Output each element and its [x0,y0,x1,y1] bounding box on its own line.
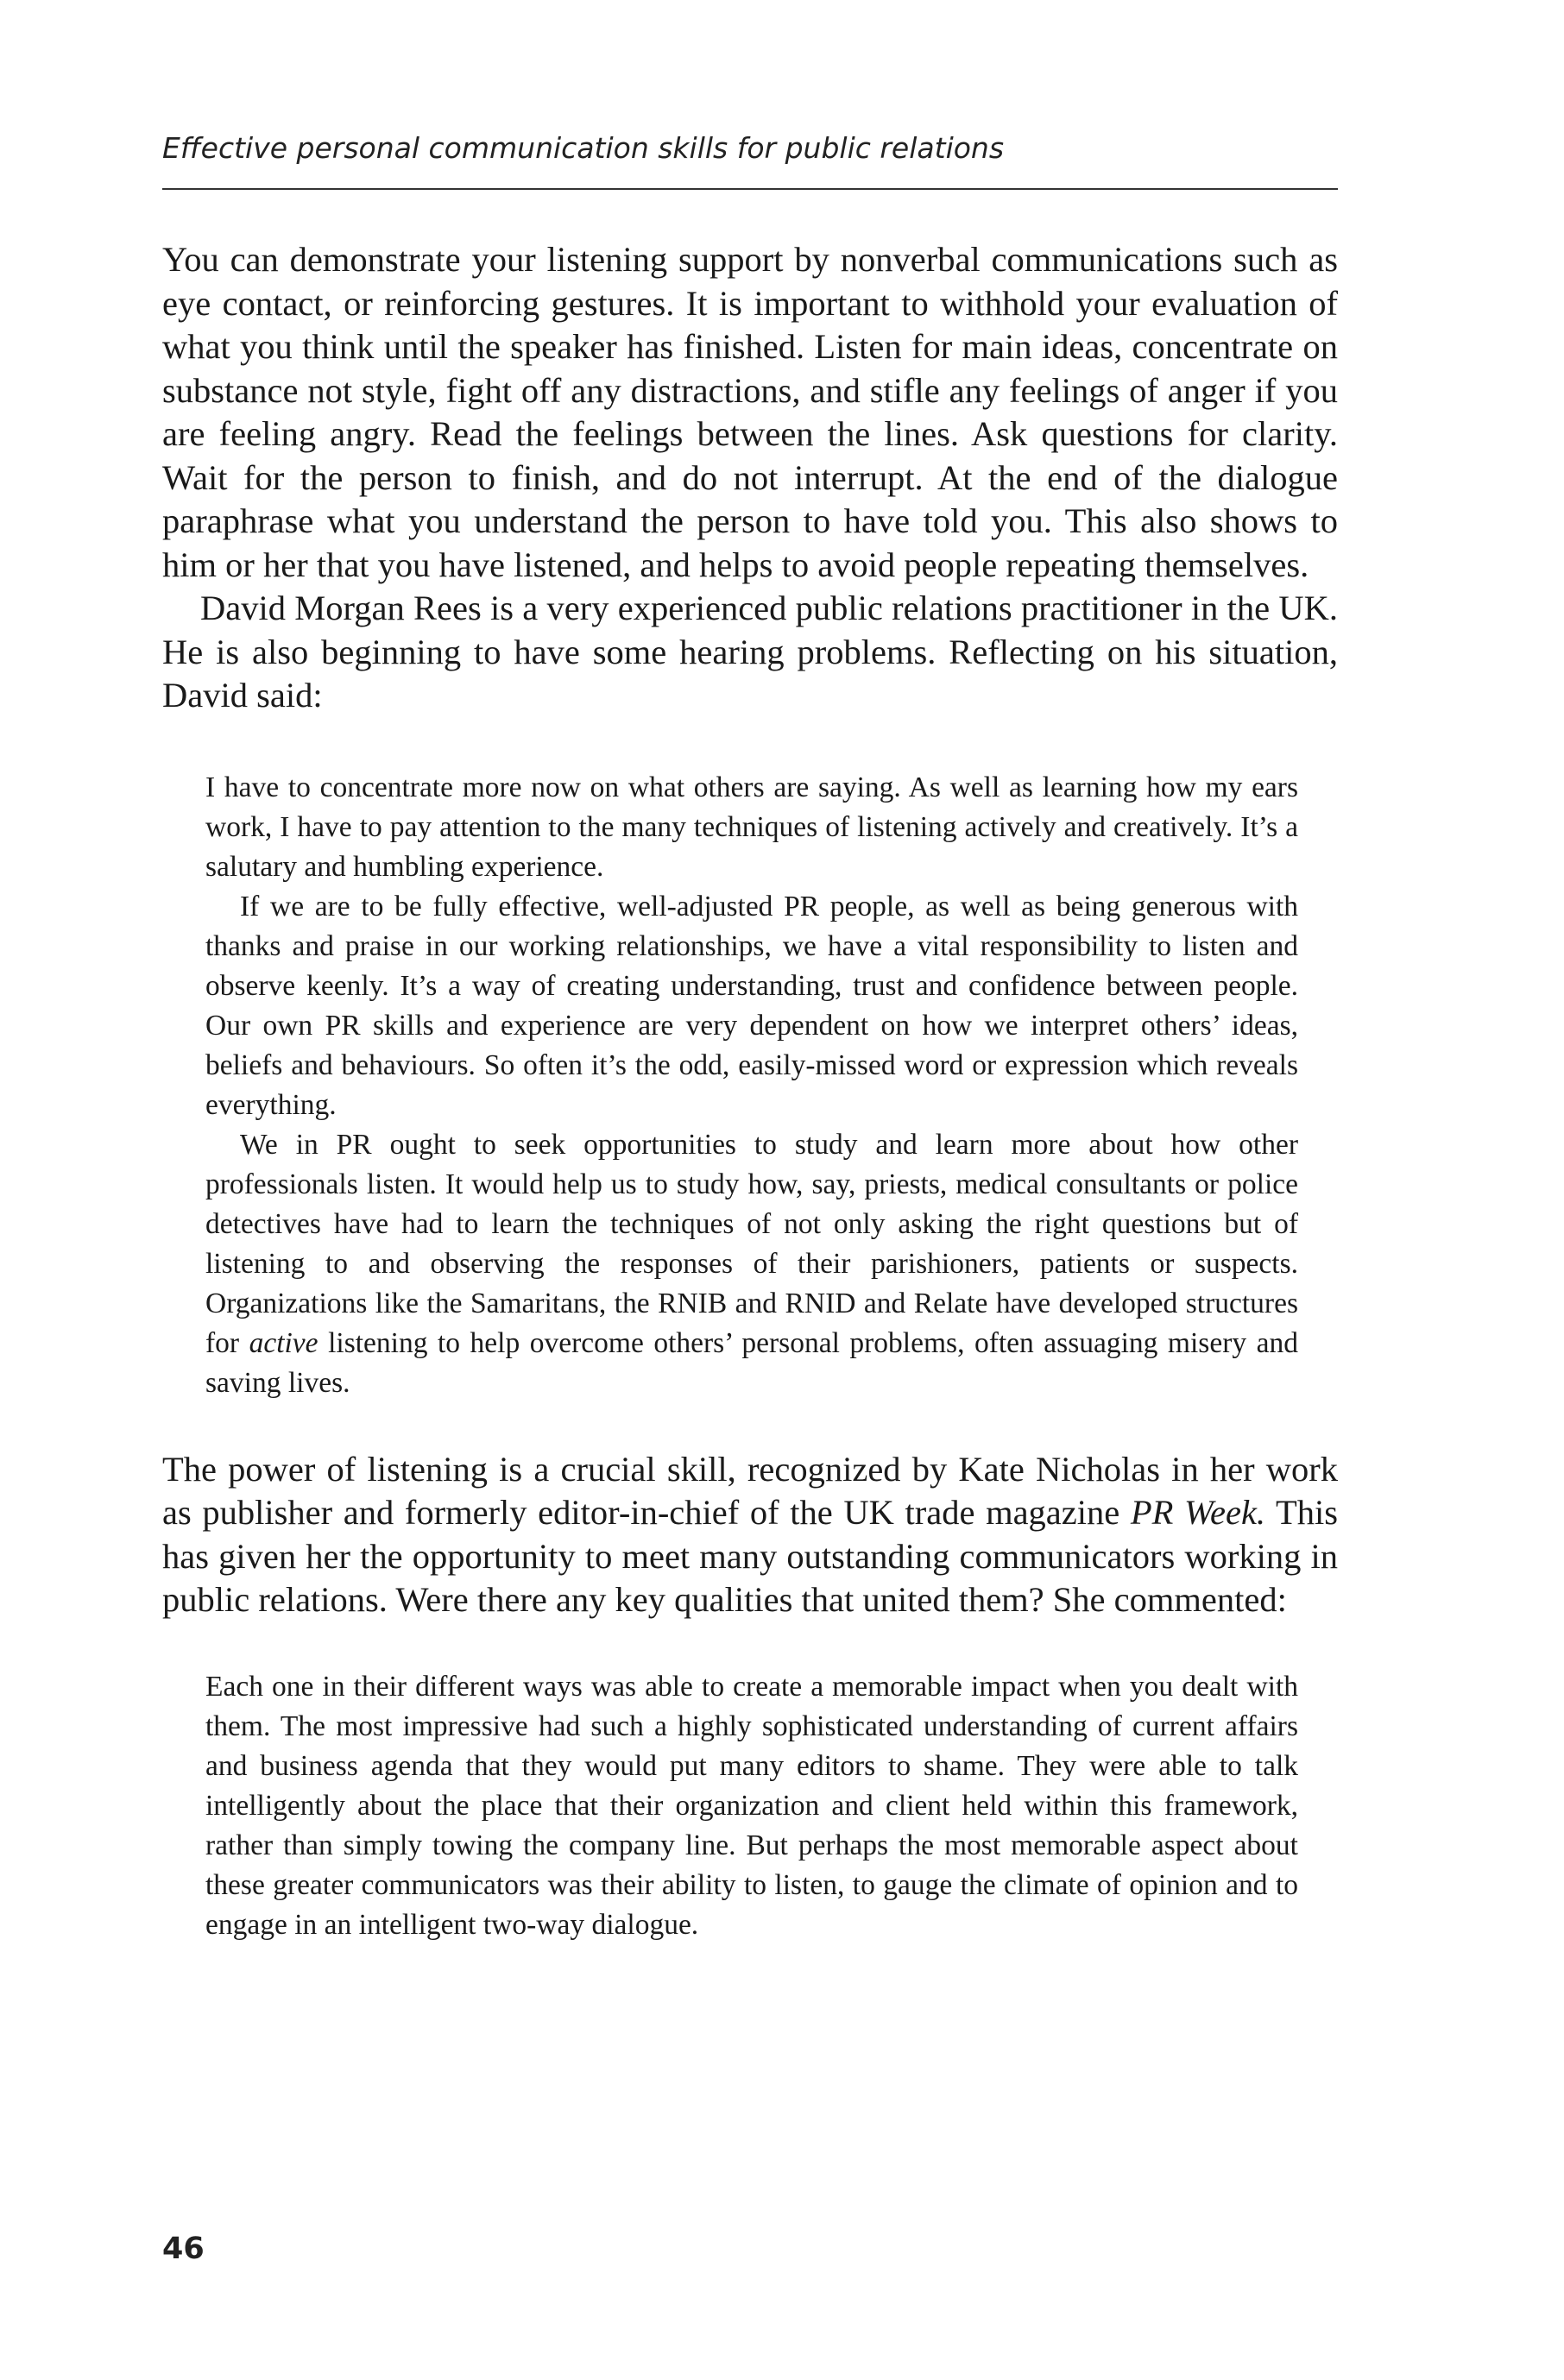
paragraph-text: This has given her the opportunity to meet many outstanding communicators working in public relations. Were there any key qualities that united them? She commented: [162,1493,1338,1619]
emphasis-text: active [249,1326,318,1359]
quote-paragraph: Each one in their different ways was able to create a memorable impact when you dealt with them. The most impressive had such a highly sophisticated understanding of current affairs and business agenda that they would put many editors to shame. They were able to talk intelligently about the place that their organization and client held within this framework, rather than simply towing the company line. But perhaps the most memorable aspect about these greater communicators was their ability to listen, to gauge the climate of opinion and to engage in an intelligent two-way dialogue. [205,1670,1298,1941]
paragraph-david-morgan-rees: David Morgan Rees is a very experienced public relations practitioner in the UK. He is also beginning to have some hearing problems. Reflecting on his situation, David said: [162,589,1338,715]
quote-paragraph: I have to concentrate more now on what others are saying. As well as learning how my ears work, I have to pay attention to the many techniques of listening actively and creatively. It’s a salutary and humbling experience. [205,771,1298,883]
running-head: Effective personal communication skills for public relations [162,131,1005,165]
paragraph-listening-support: You can demonstrate your listening support by nonverbal communications such as eye contact, or reinforcing gestures. It is important to withhold your evaluation of what you think until the speaker has finished. Listen for main ideas, concentrate on substance not style, fight off any distractions, and stifle any feelings of anger if you are feeling angry. Read the feelings between the lines. Ask questions for clarity. Wait for the person to finish, and do not interrupt. At the end of the dialogue paraphrase what you understand the person to have told you. This also shows to him or her that you have listened, and helps to avoid people repeating themselves. [162,240,1338,584]
paragraph-text: The power of listening is a crucial skill, recognized by Kate Nicholas in her work as publisher and formerly editor-in-chief of the UK trade magazine [162,1449,1338,1532]
quote-text: listening to help overcome others’ personal problems, often assuaging misery and saving lives. [205,1326,1298,1399]
header-rule [162,188,1338,190]
quote-paragraph: If we are to be fully effective, well-adjusted PR people, as well as being generous with thanks and praise in our working relationships, we have a vital responsibility to listen and observe keenly. It’s a way of creating understanding, trust and confidence between people. Our own PR skills and experience are very dependent on how we interpret others’ ideas, beliefs and behaviours. So often it’s the odd, easily-missed word or expression which reveals everything. [205,890,1298,1121]
paragraph-kate-nicholas [162,1448,1338,1622]
book-page [162,0,1338,2380]
blockquote-kate-nicholas [205,1667,1298,1945]
quote-paragraph [205,1125,1298,1403]
body-text [162,238,1338,1945]
blockquote-david-morgan-rees [205,768,1298,1403]
page-number: 46 [162,2232,205,2266]
quote-text: We in PR ought to seek opportunities to study and learn more about how other professionals listen. It would help us to study how, say, priests, medical consultants or police detectives have had to learn the techniques of not only asking the right questions but of listening to and observing the responses of their parishioners, patients or suspects. Organizations like the Samaritans, the RNIB and RNID and Relate have developed structures for [205,1128,1298,1359]
magazine-title: PR Week. [1130,1493,1266,1532]
